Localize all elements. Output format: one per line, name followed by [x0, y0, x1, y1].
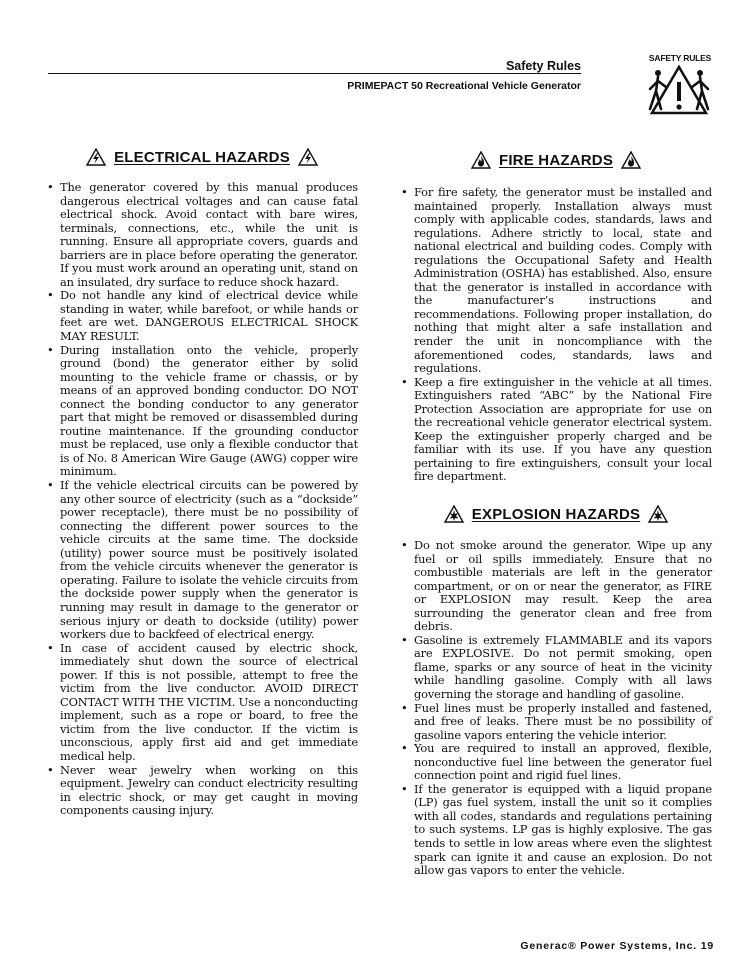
fire-hazards-title: FIRE HAZARDS: [498, 151, 614, 169]
explosion-warning-icon: [444, 505, 464, 523]
list-item: • During installation onto the vehicle, properly ground (bond) the generator either by solid mounting to the vehicle frame or chassis, or by means of an approved bonding conductor. DO NOT connect the bonding conductor to any generator part that might be removed or disassembled during routine maintenance. If the grounding conductor must be replaced, use only a flexible conductor that is of No. 8 American Wire Gauge (AWG) copper wire minimum.: [46, 344, 358, 479]
page-header-subtitle: PRIMEPACT 50 Recreational Vehicle Generator: [347, 80, 581, 92]
electrical-hazards-list: [46, 181, 358, 818]
list-item: • Fuel lines must be properly installed and fastened, and free of leaks. There must be no possibility of gasoline vapors entering the vehicle interior.: [400, 702, 712, 743]
corner-section-label: SAFETY RULES: [648, 53, 712, 63]
list-item: • For fire safety, the generator must be installed and maintained properly. Installation always must comply with applicable codes, standards, laws and regulations. Adhere strictly to local, state and national electrical and building codes. Comply with regulations the Occupational Safety and Health Administration (OSHA) has established. Also, ensure that the generator is installed in accordance with the manufacturer’s instructions and recommendations. Following proper installation, do nothing that might alter a safe installation and render the unit in noncompliance with the aforementioned codes, standards, laws and regulations.: [400, 186, 712, 376]
list-item: • Gasoline is extremely FLAMMABLE and its vapors are EXPLOSIVE. Do not permit smoking, open flame, sparks or any source of heat in the vicinity while handling gasoline. Comply with all laws governing the storage and handling of gasoline.: [400, 634, 712, 702]
fire-warning-icon: [621, 151, 641, 169]
fire-warning-icon: [471, 151, 491, 169]
list-item: • Do not smoke around the generator. Wipe up any fuel or oil spills immediately. Ensure that no combustible materials are left in the generator compartment, or on or near the generator, as FIRE or EXPLOSION may result. Keep the area surrounding the generator clean and free from debris.: [400, 539, 712, 634]
electrical-warning-icon: [298, 148, 318, 166]
list-item: • Do not handle any kind of electrical device while standing in water, while barefoot, or while hands or feet are wet. DANGEROUS ELECTRICAL SHOCK MAY RESULT.: [46, 289, 358, 343]
electrical-hazards-title: ELECTRICAL HAZARDS: [114, 148, 290, 166]
list-item: • You are required to install an approved, flexible, nonconductive fuel line between the generator fuel connection point and rigid fuel lines.: [400, 742, 712, 783]
page-footer: Generac® Power Systems, Inc. 19: [520, 940, 714, 952]
list-item: • The generator covered by this manual produces dangerous electrical voltages and can cause fatal electrical shock. Avoid contact with bare wires, terminals, connections, etc., while the unit is running. Ensure all appropriate covers, guards and barriers are in place before operating the generator. If you must work around an operating unit, stand on an insulated, dry surface to reduce shock hazard.: [46, 181, 358, 289]
header-rule: [48, 73, 581, 74]
explosion-hazards-title: EXPLOSION HAZARDS: [471, 505, 641, 523]
list-item: • In case of accident caused by electric shock, immediately shut down the source of electrical power. If this is not possible, attempt to free the victim from the live conductor. AVOID DIRECT CONTACT WITH THE VICTIM. Use a nonconducting implement, such as a rope or board, to free the victim from the live conductor. If the victim is unconscious, apply first aid and get immediate medical help.: [46, 642, 358, 764]
list-item: • Never wear jewelry when working on this equipment. Jewelry can conduct electricity resulting in electric shock, or may get caught in moving components causing injury.: [46, 764, 358, 818]
list-item: • If the vehicle electrical circuits can be powered by any other source of electricity (such as a “dockside” power receptacle), there must be no possibility of connecting the different power sources to the vehicle circuits at the same time. The dockside (utility) power source must be positively isolated from the vehicle circuits whenever the generator is operating. Failure to isolate the vehicle circuits from the dockside power supply when the generator is running may result in damage to the generator or serious injury or death to dockside (utility) power workers due to backfeed of electrical energy.: [46, 479, 358, 642]
fire-hazards-heading: [400, 151, 712, 169]
electrical-hazards-heading: [46, 148, 358, 166]
explosion-hazards-heading: [400, 505, 712, 523]
list-item: • Keep a fire extinguisher in the vehicle at all times. Extinguishers rated “ABC” by the National Fire Protection Association are appropriate for use on the recreational vehicle generator electrical system. Keep the extinguisher properly charged and be familiar with its use. If you have any question pertaining to fire extinguishers, consult your local fire department.: [400, 376, 712, 484]
list-item: • If the generator is equipped with a liquid propane (LP) gas fuel system, install the unit so it complies with all codes, standards and regulations pertaining to such systems. LP gas is highly explosive. The gas tends to settle in low areas where even the slightest spark can ignite it and cause an explosion. Do not allow gas vapors to enter the vehicle.: [400, 783, 712, 878]
warning-person-icon: [646, 63, 712, 117]
explosion-warning-icon: [648, 505, 668, 523]
explosion-hazards-list: [400, 539, 712, 878]
electrical-warning-icon: [86, 148, 106, 166]
fire-hazards-list: [400, 186, 712, 484]
page-header-title: Safety Rules: [505, 59, 581, 73]
